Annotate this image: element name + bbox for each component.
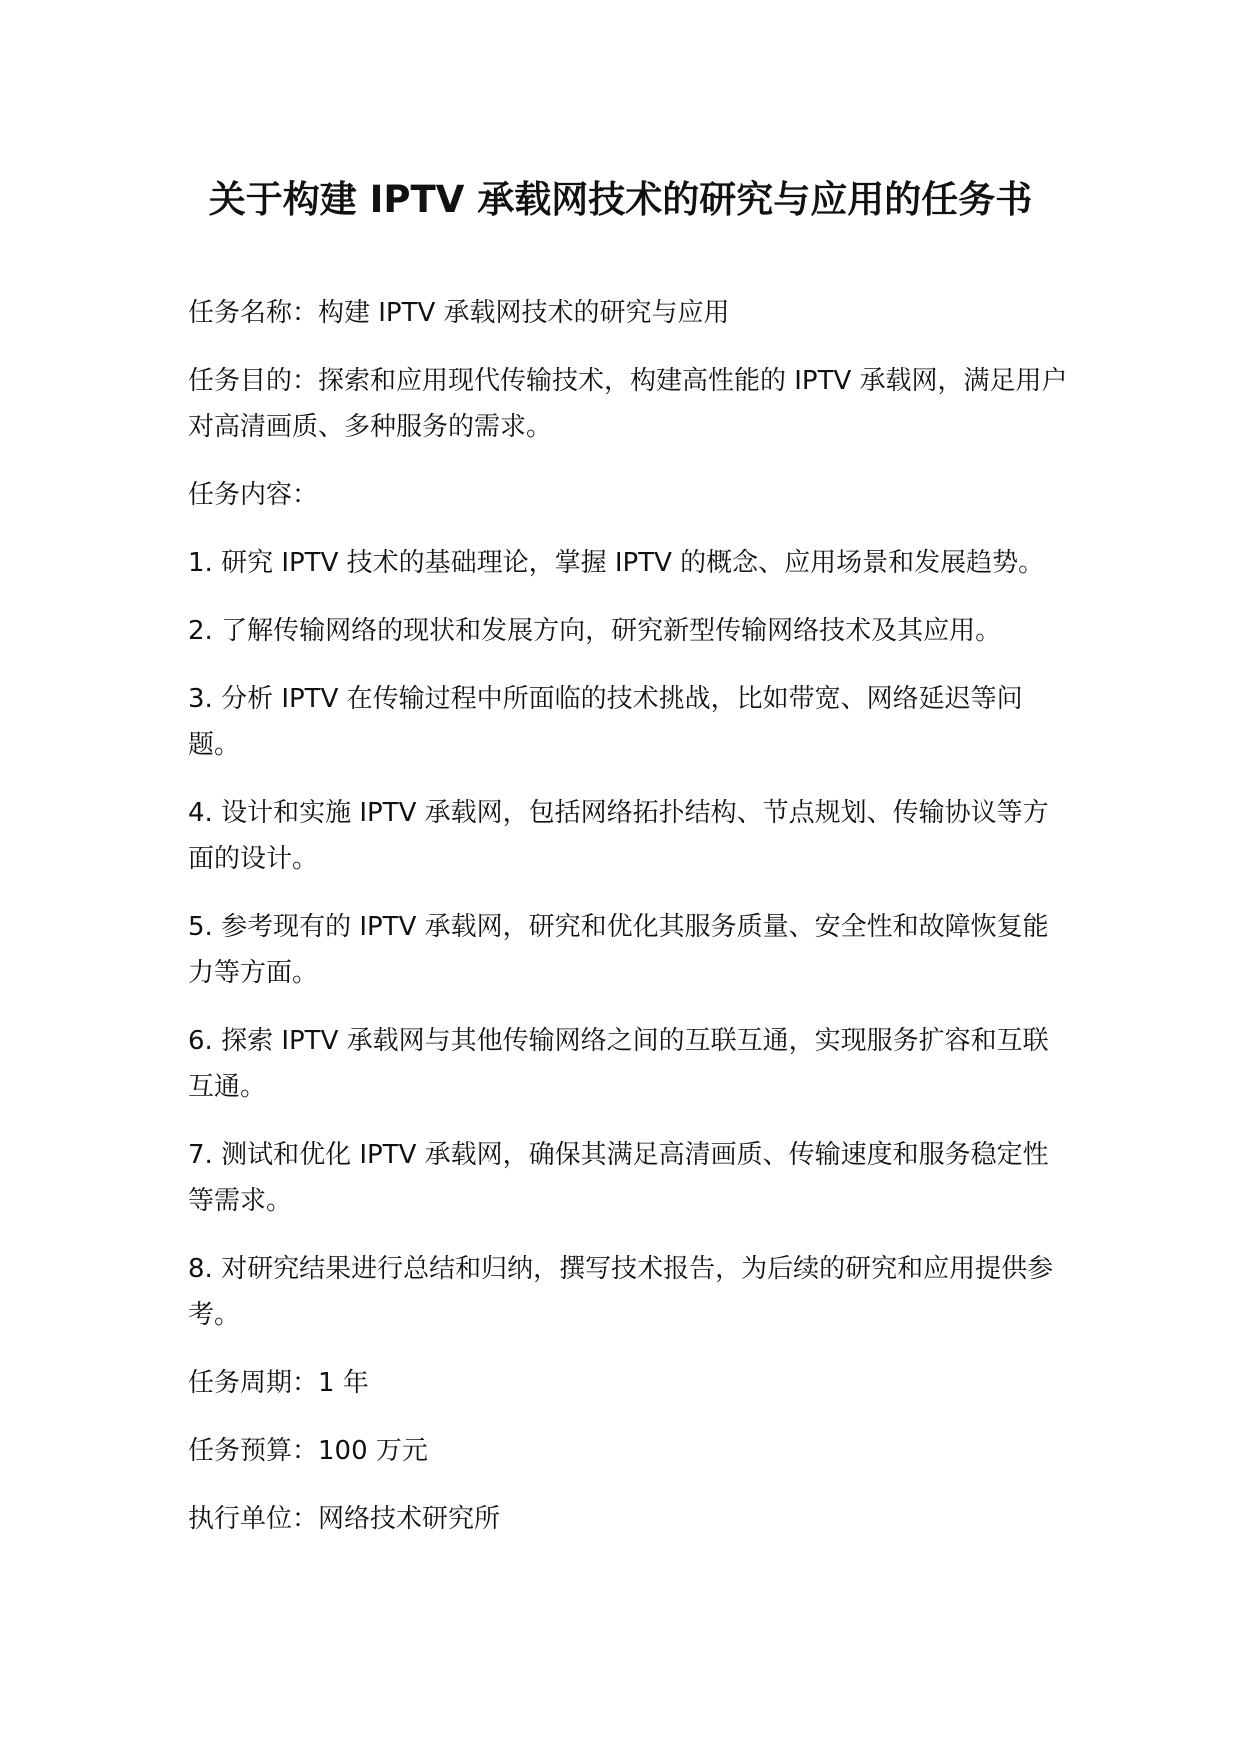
content-item-3: 3. 分析 IPTV 在传输过程中所面临的技术挑战，比如带宽、网络延迟等问题。: [188, 684, 1023, 760]
executing-unit: 执行单位：网络技术研究所: [188, 1504, 501, 1534]
task-content-heading: 任务内容：: [188, 480, 319, 510]
task-budget: 任务预算：100 万元: [188, 1436, 428, 1466]
content-item-4: 4. 设计和实施 IPTV 承载网，包括网络拓扑结构、节点规划、传输协议等方面的设计。: [188, 798, 1049, 874]
task-purpose: 任务目的：探索和应用现代传输技术，构建高性能的 IPTV 承载网，满足用户对高清画质、多种服务的需求。: [188, 366, 1068, 442]
content-item-2: 2. 了解传输网络的现状和发展方向，研究新型传输网络技术及其应用。: [188, 616, 1002, 646]
content-item-7: 7. 测试和优化 IPTV 承载网，确保其满足高清画质、传输速度和服务稳定性等需求。: [188, 1140, 1049, 1216]
document-body: [188, 290, 1068, 1564]
document-title: 关于构建 IPTV 承载网技术的研究与应用的任务书: [208, 178, 1033, 221]
content-item-8: 8. 对研究结果进行总结和归纳，撰写技术报告，为后续的研究和应用提供参考。: [188, 1254, 1054, 1330]
task-period: 任务周期：1 年: [188, 1368, 369, 1398]
content-item-5: 5. 参考现有的 IPTV 承载网，研究和优化其服务质量、安全性和故障恢复能力等方面。: [188, 912, 1049, 988]
task-name: 任务名称：构建 IPTV 承载网技术的研究与应用: [188, 298, 730, 328]
content-item-6: 6. 探索 IPTV 承载网与其他传输网络之间的互联互通，实现服务扩容和互联互通。: [188, 1026, 1049, 1102]
content-item-1: 1. 研究 IPTV 技术的基础理论，掌握 IPTV 的概念、应用场景和发展趋势。: [188, 548, 1045, 578]
